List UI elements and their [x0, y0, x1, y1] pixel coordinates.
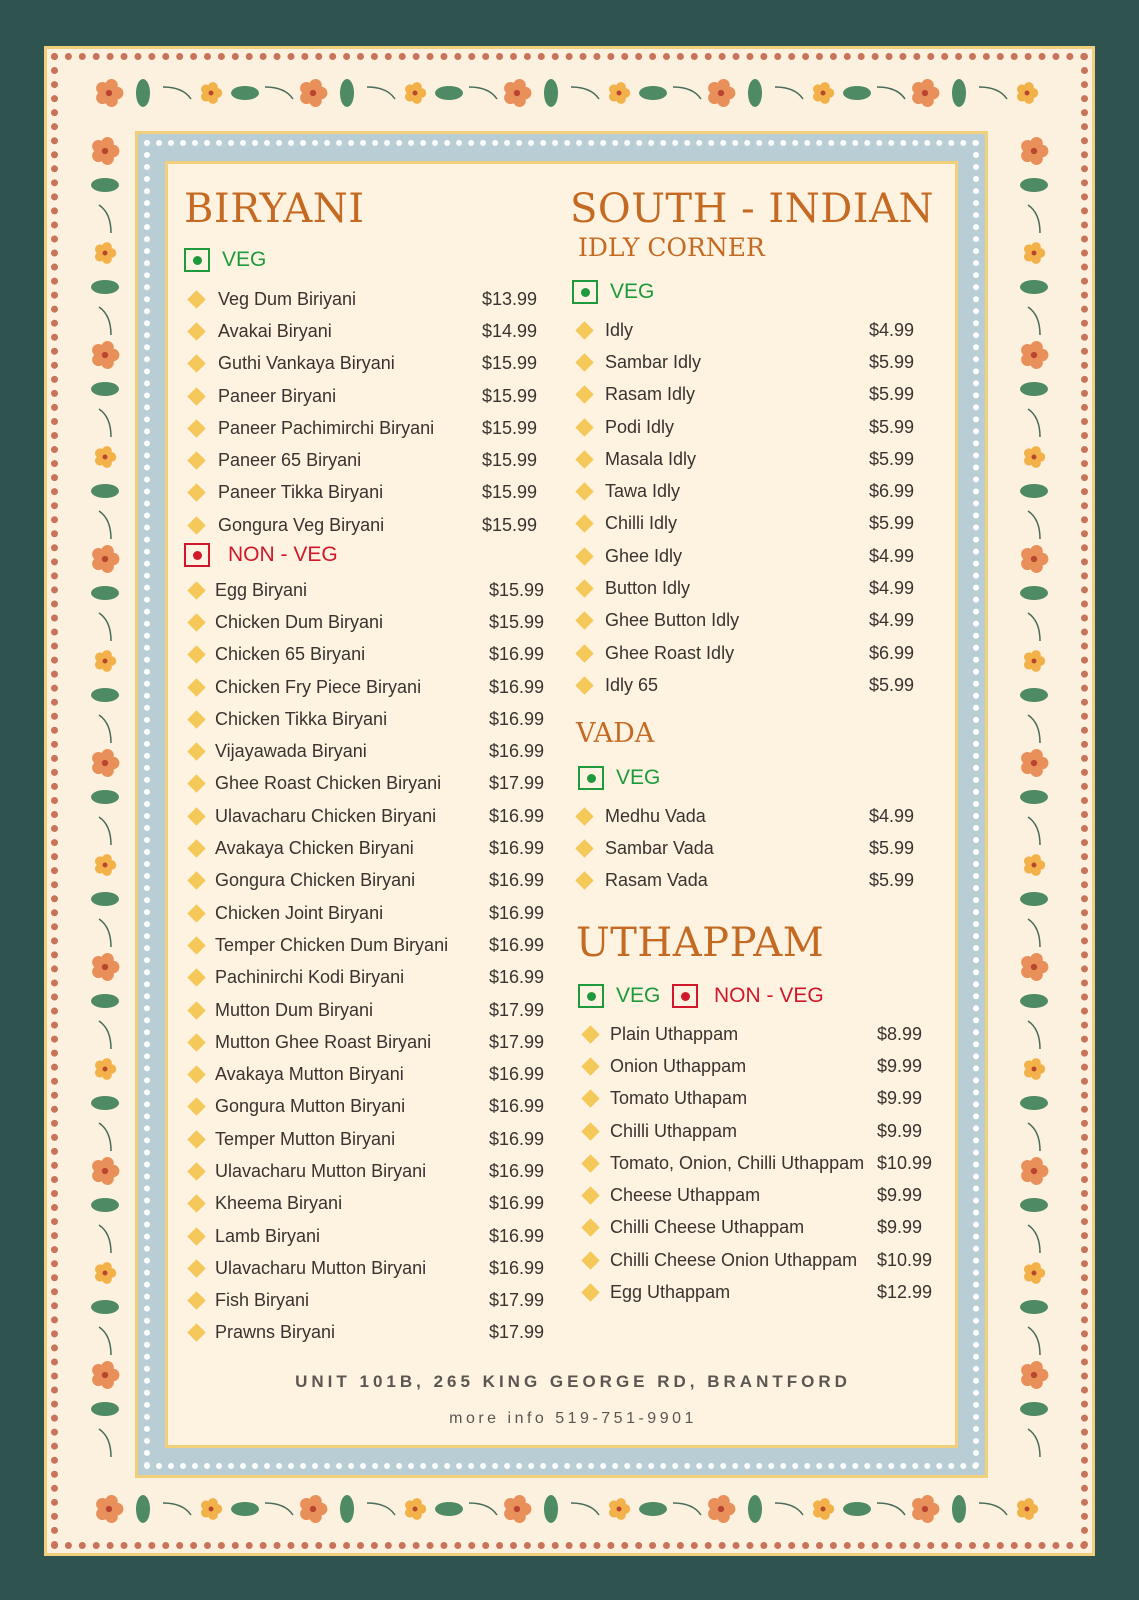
menu-item-name: Egg Biryani	[215, 579, 308, 600]
menu-item	[578, 1147, 948, 1179]
menu-item-price: $17.99	[489, 999, 545, 1020]
menu-item-price: $16.99	[489, 644, 545, 665]
menu-item-price: $10.99	[877, 1152, 933, 1173]
biryani-title: BIRYANI	[184, 186, 365, 232]
diamond-bullet-icon	[187, 1162, 205, 1180]
menu-item-name: Chilli Idly	[605, 513, 678, 534]
veg-icon	[578, 766, 604, 790]
south-indian-title: SOUTH - INDIAN	[570, 186, 934, 232]
menu-item-price: $9.99	[877, 1217, 923, 1238]
menu-item-price: $10.99	[877, 1249, 933, 1270]
diamond-bullet-icon	[187, 1033, 205, 1051]
menu-item-name: Ulavacharu Mutton Biryani	[215, 1257, 427, 1278]
nonveg-icon	[184, 543, 210, 567]
menu-item-name: Chicken 65 Biryani	[215, 644, 366, 665]
menu-item-name: Kheema Biryani	[215, 1193, 343, 1214]
menu-item	[184, 380, 544, 412]
address: UNIT 101B, 265 KING GEORGE RD, BRANTFORD	[295, 1372, 851, 1391]
menu-item-name: Chicken Tikka Biryani	[215, 708, 388, 729]
diamond-bullet-icon	[575, 386, 593, 404]
menu-item-name: Chilli Uthappam	[610, 1120, 738, 1141]
menu-item-price: $9.99	[877, 1185, 923, 1206]
menu-item	[184, 671, 554, 703]
idly-veg-tag	[572, 280, 654, 304]
menu-item-price: $12.99	[877, 1282, 933, 1303]
menu-item	[572, 314, 922, 346]
menu-item-price: $15.99	[489, 579, 545, 600]
diamond-bullet-icon	[187, 1195, 205, 1213]
menu-item-price: $8.99	[877, 1023, 923, 1044]
uthappam-nonveg-tag	[672, 984, 824, 1008]
menu-item-name: Tomato Uthapam	[610, 1088, 748, 1109]
menu-item-price: $17.99	[489, 1290, 545, 1311]
menu-item-name: Pachinirchi Kodi Biryani	[215, 967, 405, 988]
diamond-bullet-icon	[575, 612, 593, 630]
diamond-bullet-icon	[187, 613, 205, 631]
idly-list	[572, 314, 922, 702]
biryani-nonveg-list	[184, 574, 554, 1349]
menu-item-name: Gongura Veg Biryani	[218, 514, 385, 535]
menu-item-price: $5.99	[869, 513, 915, 534]
menu-item-name: Idly	[605, 319, 634, 340]
menu-item-price: $17.99	[489, 773, 545, 794]
menu-item-name: Avakai Biryani	[218, 320, 332, 341]
menu-item-price: $16.99	[489, 1225, 545, 1246]
menu-item	[578, 1018, 948, 1050]
menu-item	[184, 897, 554, 929]
menu-item-price: $14.99	[482, 320, 538, 341]
menu-item	[572, 443, 922, 475]
menu-item-name: Ghee Roast Chicken Biryani	[215, 773, 442, 794]
menu-item-name: Avakaya Mutton Biryani	[215, 1064, 404, 1085]
menu-item	[572, 669, 922, 701]
menu-item-name: Mutton Ghee Roast Biryani	[215, 1031, 432, 1052]
menu-item-price: $16.99	[489, 934, 545, 955]
menu-item-name: Podi Idly	[605, 416, 675, 437]
menu-item	[184, 315, 544, 347]
menu-item-price: $9.99	[877, 1055, 923, 1076]
vada-veg-tag	[578, 766, 660, 790]
menu-item-name: Onion Uthappam	[610, 1055, 747, 1076]
menu-item-price: $16.99	[489, 967, 545, 988]
vada-veg-label: VEG	[616, 766, 661, 789]
diamond-bullet-icon	[581, 1057, 599, 1075]
menu-item	[572, 800, 922, 832]
menu-item-name: Idly 65	[605, 674, 659, 695]
biryani-veg-list	[184, 283, 544, 541]
menu-item	[184, 348, 544, 380]
uthappam-veg-tag	[578, 984, 660, 1008]
menu-item	[184, 444, 544, 476]
menu-item-price: $4.99	[869, 805, 915, 826]
diamond-bullet-icon	[575, 353, 593, 371]
menu-item-price: $4.99	[869, 319, 915, 340]
menu-item	[578, 1276, 948, 1308]
menu-item-price: $5.99	[869, 837, 915, 858]
menu-item	[578, 1083, 948, 1115]
menu-item	[184, 606, 554, 638]
menu-item-name: Rasam Vada	[605, 870, 708, 891]
menu-item-price: $15.99	[482, 385, 538, 406]
menu-item	[184, 832, 554, 864]
menu-item-name: Medhu Vada	[605, 805, 706, 826]
menu-item-name: Cheese Uthappam	[610, 1185, 761, 1206]
diamond-bullet-icon	[575, 644, 593, 662]
menu-item-name: Fish Biryani	[215, 1290, 310, 1311]
menu-item	[184, 962, 554, 994]
idly-corner-subtitle: IDLY CORNER	[578, 233, 765, 262]
diamond-bullet-icon	[581, 1186, 599, 1204]
menu-item	[578, 1115, 948, 1147]
menu-item-price: $15.99	[482, 353, 538, 374]
diamond-bullet-icon	[187, 969, 205, 987]
diamond-bullet-icon	[187, 1098, 205, 1116]
diamond-bullet-icon	[581, 1283, 599, 1301]
veg-icon	[184, 248, 210, 272]
menu-item	[184, 1285, 554, 1317]
menu-item-price: $16.99	[489, 1064, 545, 1085]
menu-item-name: Paneer Biryani	[218, 385, 337, 406]
menu-item-name: Ulavacharu Mutton Biryani	[215, 1160, 427, 1181]
menu-item-price: $5.99	[869, 416, 915, 437]
menu-item-price: $5.99	[869, 448, 915, 469]
veg-icon	[578, 984, 604, 1008]
diamond-bullet-icon	[575, 872, 593, 890]
menu-item-price: $15.99	[482, 514, 538, 535]
menu-item-name: Gongura Chicken Biryani	[215, 870, 416, 891]
diamond-bullet-icon	[575, 321, 593, 339]
menu-item	[572, 508, 922, 540]
menu-item	[184, 735, 554, 767]
menu-item-price: $16.99	[489, 1096, 545, 1117]
diamond-bullet-icon	[187, 1065, 205, 1083]
menu-item	[184, 929, 554, 961]
menu-item-price: $16.99	[489, 708, 545, 729]
menu-item-price: $9.99	[877, 1120, 923, 1141]
menu-item	[578, 1179, 948, 1211]
menu-item-name: Paneer Tikka Biryani	[218, 482, 384, 503]
uthappam-title: UTHAPPAM	[576, 920, 825, 966]
diamond-bullet-icon	[581, 1251, 599, 1269]
menu-item-name: Sambar Vada	[605, 837, 714, 858]
menu-item	[184, 477, 544, 509]
diamond-bullet-icon	[581, 1154, 599, 1172]
diamond-bullet-icon	[187, 484, 205, 502]
menu-item	[184, 994, 554, 1026]
menu-item-name: Vijayawada Biryani	[215, 741, 367, 762]
diamond-bullet-icon	[187, 775, 205, 793]
menu-item-price: $15.99	[489, 611, 545, 632]
menu-item	[184, 1123, 554, 1155]
menu-item-name: Veg Dum Biriyani	[218, 288, 357, 309]
menu-item-price: $4.99	[869, 610, 915, 631]
menu-item-price: $5.99	[869, 384, 915, 405]
menu-item-name: Mutton Dum Biryani	[215, 999, 374, 1020]
menu-item-price: $16.99	[489, 838, 545, 859]
diamond-bullet-icon	[187, 1227, 205, 1245]
menu-item	[184, 1220, 554, 1252]
diamond-bullet-icon	[187, 646, 205, 664]
menu-item-price: $15.99	[482, 482, 538, 503]
diamond-bullet-icon	[187, 742, 205, 760]
menu-item-name: Temper Mutton Biryani	[215, 1128, 396, 1149]
menu-item	[572, 346, 922, 378]
menu-item	[184, 1317, 554, 1349]
diamond-bullet-icon	[187, 904, 205, 922]
menu-item	[578, 1244, 948, 1276]
menu-item	[184, 509, 544, 541]
menu-item-name: Chilli Cheese Onion Uthappam	[610, 1249, 858, 1270]
menu-item-name: Sambar Idly	[605, 351, 702, 372]
menu-item-price: $15.99	[482, 450, 538, 471]
biryani-nonveg-label: NON - VEG	[228, 543, 338, 566]
diamond-bullet-icon	[187, 936, 205, 954]
diamond-bullet-icon	[187, 451, 205, 469]
biryani-veg-tag	[184, 248, 266, 272]
diamond-bullet-icon	[187, 872, 205, 890]
menu-item-price: $16.99	[489, 1160, 545, 1181]
menu-item	[572, 540, 922, 572]
diamond-bullet-icon	[187, 355, 205, 373]
menu-item	[572, 605, 922, 637]
diamond-bullet-icon	[187, 419, 205, 437]
diamond-bullet-icon	[187, 1001, 205, 1019]
menu-item-name: Chilli Cheese Uthappam	[610, 1217, 805, 1238]
menu-item-name: Avakaya Chicken Biryani	[215, 838, 414, 859]
menu-item-name: Lamb Biryani	[215, 1225, 321, 1246]
menu-item-name: Masala Idly	[605, 448, 697, 469]
menu-item-price: $6.99	[869, 642, 915, 663]
uthappam-nonveg-label: NON - VEG	[714, 984, 824, 1007]
menu-item-name: Chicken Fry Piece Biryani	[215, 676, 422, 697]
menu-item-price: $16.99	[489, 1193, 545, 1214]
idly-veg-label: VEG	[610, 280, 655, 303]
diamond-bullet-icon	[187, 1324, 205, 1342]
menu-item	[184, 283, 544, 315]
menu-item-price: $16.99	[489, 676, 545, 697]
menu-item	[184, 639, 554, 671]
diamond-bullet-icon	[575, 676, 593, 694]
menu-item-name: Ulavacharu Chicken Biryani	[215, 805, 437, 826]
menu-item	[184, 1252, 554, 1284]
menu-item-price: $13.99	[482, 288, 538, 309]
diamond-bullet-icon	[575, 807, 593, 825]
nonveg-icon	[672, 984, 698, 1008]
menu-item	[184, 865, 554, 897]
biryani-nonveg-tag	[184, 543, 338, 567]
menu-item-name: Chicken Joint Biryani	[215, 902, 384, 923]
menu-item-name: Ghee Idly	[605, 545, 683, 566]
menu-item-price: $5.99	[869, 674, 915, 695]
diamond-bullet-icon	[575, 579, 593, 597]
veg-icon	[572, 280, 598, 304]
menu-item	[572, 475, 922, 507]
menu-item-price: $5.99	[869, 351, 915, 372]
uthappam-veg-label: VEG	[616, 984, 661, 1007]
menu-item-price: $6.99	[869, 481, 915, 502]
menu-item	[184, 574, 554, 606]
menu-item-price: $4.99	[869, 578, 915, 599]
menu-item	[184, 1188, 554, 1220]
menu-item	[572, 572, 922, 604]
diamond-bullet-icon	[575, 839, 593, 857]
menu-item	[572, 411, 922, 443]
diamond-bullet-icon	[187, 807, 205, 825]
menu-item-name: Tawa Idly	[605, 481, 681, 502]
menu-item	[184, 1058, 554, 1090]
menu-item-name: Paneer Pachimirchi Biryani	[218, 417, 435, 438]
menu-item-name: Egg Uthappam	[610, 1282, 731, 1303]
menu-item	[572, 637, 922, 669]
menu-item-price: $16.99	[489, 1257, 545, 1278]
diamond-bullet-icon	[187, 516, 205, 534]
menu-item-price: $16.99	[489, 1128, 545, 1149]
menu-item-price: $16.99	[489, 902, 545, 923]
menu-item-name: Guthi Vankaya Biryani	[218, 353, 395, 374]
menu-item-price: $4.99	[869, 545, 915, 566]
menu-item-name: Button Idly	[605, 578, 691, 599]
menu-item-name: Rasam Idly	[605, 384, 696, 405]
menu-item-name: Tomato, Onion, Chilli Uthappam	[610, 1152, 865, 1173]
menu-item-name: Prawns Biryani	[215, 1322, 336, 1343]
menu-item-name: Ghee Button Idly	[605, 610, 740, 631]
menu-item	[184, 1026, 554, 1058]
menu-item	[184, 768, 554, 800]
menu-item-price: $17.99	[489, 1031, 545, 1052]
diamond-bullet-icon	[187, 678, 205, 696]
diamond-bullet-icon	[575, 450, 593, 468]
menu-item	[184, 1155, 554, 1187]
diamond-bullet-icon	[187, 387, 205, 405]
uthappam-list	[578, 1018, 948, 1309]
menu-item	[184, 703, 554, 735]
menu-item	[572, 865, 922, 897]
diamond-bullet-icon	[187, 1259, 205, 1277]
menu-item-price: $16.99	[489, 741, 545, 762]
vada-list	[572, 800, 922, 897]
menu-item-name: Plain Uthappam	[610, 1023, 739, 1044]
diamond-bullet-icon	[187, 710, 205, 728]
menu-item-name: Chicken Dum Biryani	[215, 611, 384, 632]
menu-item	[184, 412, 544, 444]
diamond-bullet-icon	[187, 1291, 205, 1309]
diamond-bullet-icon	[187, 290, 205, 308]
menu-item-price: $16.99	[489, 870, 545, 891]
diamond-bullet-icon	[575, 418, 593, 436]
menu-item	[572, 379, 922, 411]
diamond-bullet-icon	[581, 1122, 599, 1140]
diamond-bullet-icon	[575, 547, 593, 565]
menu-item	[184, 800, 554, 832]
diamond-bullet-icon	[187, 322, 205, 340]
menu-item-name: Ghee Roast Idly	[605, 642, 735, 663]
menu-item	[578, 1050, 948, 1082]
diamond-bullet-icon	[581, 1025, 599, 1043]
menu-item	[578, 1212, 948, 1244]
menu-item-price: $16.99	[489, 805, 545, 826]
diamond-bullet-icon	[581, 1090, 599, 1108]
contact-info: more info 519-751-9901	[449, 1410, 697, 1427]
menu-item-price: $5.99	[869, 870, 915, 891]
biryani-veg-label: VEG	[222, 248, 267, 271]
diamond-bullet-icon	[187, 1130, 205, 1148]
diamond-bullet-icon	[575, 482, 593, 500]
menu-item	[184, 1091, 554, 1123]
menu-item-price: $15.99	[482, 417, 538, 438]
diamond-bullet-icon	[581, 1219, 599, 1237]
menu-item-price: $9.99	[877, 1088, 923, 1109]
menu-item-name: Paneer 65 Biryani	[218, 450, 362, 471]
menu-item-name: Temper Chicken Dum Biryani	[215, 934, 449, 955]
diamond-bullet-icon	[187, 581, 205, 599]
menu-item-name: Gongura Mutton Biryani	[215, 1096, 406, 1117]
vada-title: VADA	[576, 718, 655, 749]
diamond-bullet-icon	[187, 839, 205, 857]
menu-item-price: $17.99	[489, 1322, 545, 1343]
diamond-bullet-icon	[575, 515, 593, 533]
menu-item	[572, 832, 922, 864]
